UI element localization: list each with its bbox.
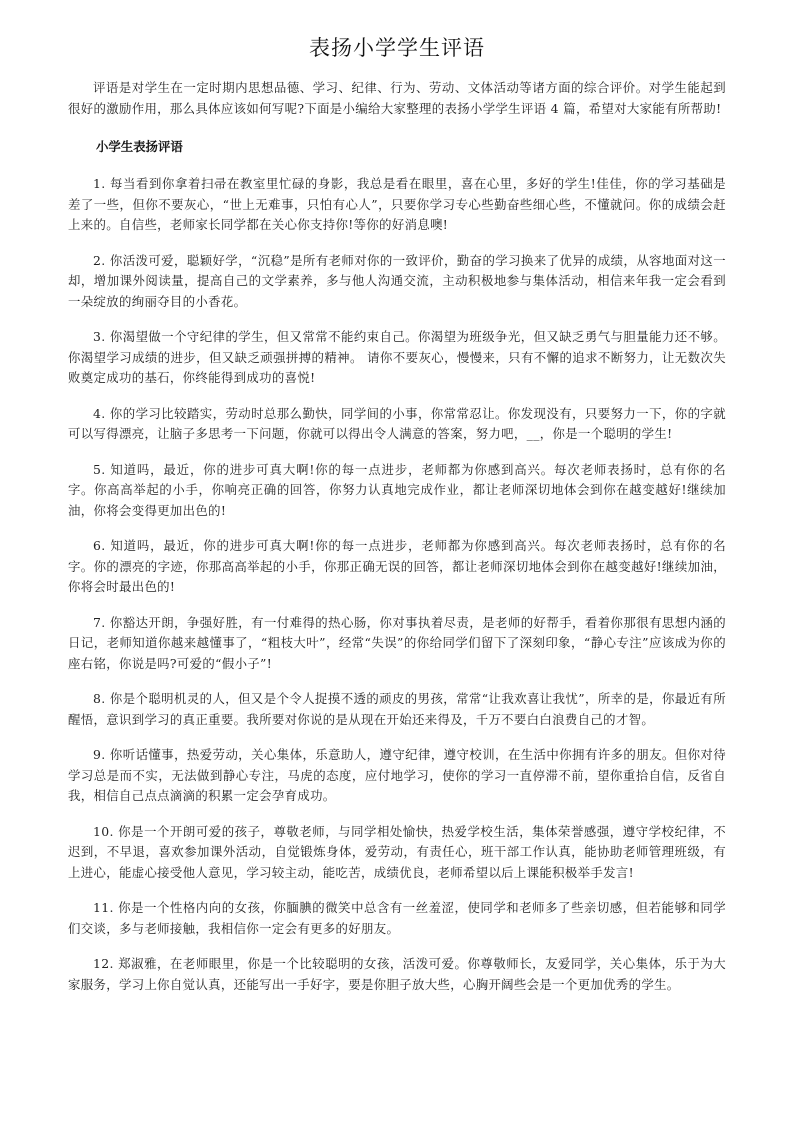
comment-paragraph-12: 12. 郑淑雅，在老师眼里，你是一个比较聪明的女孩，活泼可爱。你尊敬师长，友爱同学，关心集体，乐于为大家服务，学习上你自觉认真，还能写出一手好字，要是你胆子放大些，心胸开阔些会是一个更加优秀的学生。 xyxy=(68,956,726,992)
document-title: 表扬小学学生评语 xyxy=(309,36,485,60)
section-heading: 小学生表扬评语 xyxy=(96,139,183,154)
comment-paragraph-11: 11. 你是一个性格内向的女孩，你腼腆的微笑中总含有一丝羞涩，使同学和老师多了些亲切感，但若能够和同学们交谈，多与老师接触，我相信你一定会有更多的好朋友。 xyxy=(68,900,726,936)
comment-paragraph-3: 3. 你渴望做一个守纪律的学生，但又常常不能约束自己。你渴望为班级争光，但又缺乏勇气与胆量能力还不够。你渴望学习成绩的进步，但又缺乏顽强拼搏的精神。 请你不要灰心，慢慢来，只有不懈的追求不断努力，让无数次失败奠定成功的基石，你终能得到成功的喜悦! xyxy=(68,329,726,385)
comment-paragraph-4: 4. 你的学习比较踏实，劳动时总那么勤快，同学间的小事，你常常忍让。你发现没有，只要努力一下，你的字就可以写得漂亮，让脑子多思考一下问题，你就可以得出令人满意的答案，努力吧，__，你是一个聪明的学生! xyxy=(68,405,726,441)
comment-paragraph-2: 2. 你活泼可爱，聪颖好学，“沉稳”是所有老师对你的一致评价，勤奋的学习换来了优异的成绩，从容地面对这一却，增加课外阅读量，提高自己的文学素养，多与他人沟通交流，主动积极地参与集体活动，相信来年我一定会看到一朵绽放的绚丽夺目的小香花。 xyxy=(68,252,726,309)
comment-paragraph-7: 7. 你豁达开朗，争强好胜，有一付难得的热心肠，你对事执着尽责，是老师的好帮手，看着你那很有思想内涵的日记，老师知道你越来越懂事了，“粗枝大叶”，经常“失误”的你给同学们留下了深刻印象，“静心专注”应该成为你的座右铭，你说是吗?可爱的“假小子”! xyxy=(68,614,726,671)
comment-paragraph-10: 10. 你是一个开朗可爱的孩子，尊敬老师，与同学相处愉快，热爱学校生活，集体荣誉感强，遵守学校纪律，不迟到，不早退，喜欢参加课外活动，自觉锻炼身体，爱劳动，有责任心，班干部工作认真，能协助老师管理班级，有上进心，能虚心接受他人意见，学习较主动，能吃苦，成绩优良，老师希望以后上课能积极举手发言! xyxy=(68,823,726,880)
comment-paragraph-6: 6. 知道吗，最近，你的进步可真大啊!你的每一点进步，老师都为你感到高兴。每次老师表扬时，总有你的名字。你的漂亮的字迹，你那高高举起的小手，你那正确无误的回答，都让老师深切地体会到你在越变越好!继续加油，你将会时最出色的! xyxy=(68,538,726,594)
comment-paragraph-1: 1. 每当看到你拿着扫帚在教室里忙碌的身影，我总是看在眼里，喜在心里，多好的学生!佳佳，你的学习基础是差了一些，但你不要灰心，“世上无难事，只怕有心人”，只要你学习专心些勤奋些细心些，不懂就问。你的成绩会赶上来的。自信些，老师家长同学都在关心你支持你!等你的好消息噢! xyxy=(68,176,726,232)
comment-paragraph-8: 8. 你是个聪明机灵的人，但又是个令人捉摸不透的顽皮的男孩，常常“让我欢喜让我忧”，所幸的是，你最近有所醒悟，意识到学习的真正重要。我所要对你说的是从现在开始还来得及，千万不要白白浪费自己的才智。 xyxy=(68,691,726,727)
comment-paragraph-5: 5. 知道吗，最近，你的进步可真大啊!你的每一点进步，老师都为你感到高兴。每次老师表扬时，总有你的名字。你高高举起的小手，你响亮正确的回答，你努力认真地完成作业，都让老师深切地体会到你在越变越好!继续加油，你将会变得更加出色的! xyxy=(68,461,726,518)
intro-paragraph: 评语是对学生在一定时期内思想品德、学习、纪律、行为、劳动、文体活动等诸方面的综合评价。对学生能起到很好的激励作用，那么具体应该如何写呢?下面是小编给大家整理的表扬小学学生评语 4 篇，希望对大家能有所帮助! xyxy=(68,80,726,116)
comment-paragraph-9: 9. 你听话懂事，热爱劳动，关心集体，乐意助人，遵守纪律，遵守校训，在生活中你拥有许多的朋友。但你对待学习总是而不实，无法做到静心专注，马虎的态度，应付地学习，使你的学习一直停滞不前，望你重拾自信，反省自我，相信自己点点滴滴的积累一定会孕育成功。 xyxy=(68,747,726,803)
